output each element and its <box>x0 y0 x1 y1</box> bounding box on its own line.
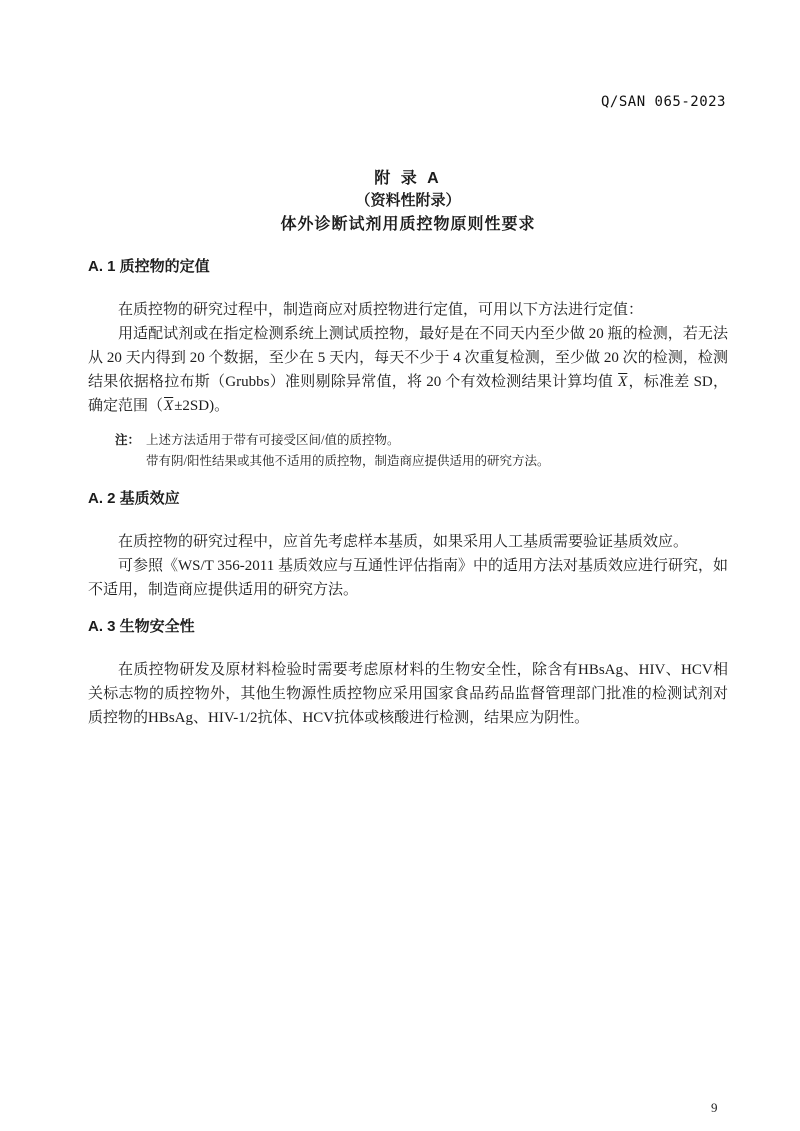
section-a2-paragraph-2: 可参照《WS/T 356-2011 基质效应与互通性评估指南》中的适用方法对基质效应进行研究，如不适用，制造商应提供适用的研究方法。 <box>88 558 729 598</box>
mean-symbol-xbar: $\overline{X}$ <box>618 374 628 390</box>
paragraph-text: 用适配试剂或在指定检测系统上测试质控物，最好是在不同天内至少做 20 瓶的检测，若无法从 20 天内得到 20 个数据，至少在 5 天内，每天不少于 4 次重复检测，至少做 20 次的检测，检测结果依据格拉布斯（Grubbs）准则剔除异常值，将 20 个有效检测结果计算均值 <box>88 326 728 390</box>
page-number: 9 <box>711 1100 718 1115</box>
note-line: 上述方法适用于带有可接受区间/值的质控物。 <box>146 433 400 447</box>
section-a1-paragraph-2 <box>88 322 728 418</box>
mean-symbol-xbar: $\overline{X}$ <box>164 398 174 414</box>
appendix-subject-title: 体外诊断试剂用质控物原则性要求 <box>280 216 536 233</box>
section-a1-paragraph-1: 在质控物的研究过程中，制造商应对质控物进行定值，可用以下方法进行定值： <box>118 302 644 318</box>
section-a3 <box>88 618 728 730</box>
section-a1-heading: A. 1 质控物的定值 <box>88 258 210 275</box>
section-a2-paragraph-1: 在质控物的研究过程中，应首先考虑样本基质，如果采用人工基质需要验证基质效应。 <box>118 534 689 550</box>
paragraph-text: ±2SD)。 <box>174 398 230 414</box>
paragraph-text: ，标准差 SD，确定范围（ <box>88 374 728 414</box>
document-header <box>0 94 800 110</box>
appendix-type-label: （资料性附录） <box>355 192 461 209</box>
section-a2 <box>88 490 728 602</box>
section-a1 <box>88 258 728 472</box>
page-content <box>0 170 800 730</box>
section-a3-paragraph-1: 在质控物研发及原材料检验时需要考虑原材料的生物安全性，除含有HBsAg、HIV、HCV相关标志物的质控物外，其他生物源性质控物应采用国家食品药品监督管理部门批准的检测试剂对质控物的HBsAg、HIV-1/2抗体、HCV抗体或核酸进行检测，结果应为阴性。 <box>88 662 728 726</box>
note-label: 注： <box>115 433 141 447</box>
note-line: 带有阴/阳性结果或其他不适用的质控物，制造商应提供适用的研究方法。 <box>146 454 550 468</box>
note-body <box>146 430 728 472</box>
section-a2-heading: A. 2 基质效应 <box>88 490 180 507</box>
standard-code: Q/SAN 065-2023 <box>600 94 726 110</box>
note-block <box>88 430 728 472</box>
appendix-title: 附 录 A <box>374 170 442 187</box>
section-a3-heading: A. 3 生物安全性 <box>88 618 195 635</box>
